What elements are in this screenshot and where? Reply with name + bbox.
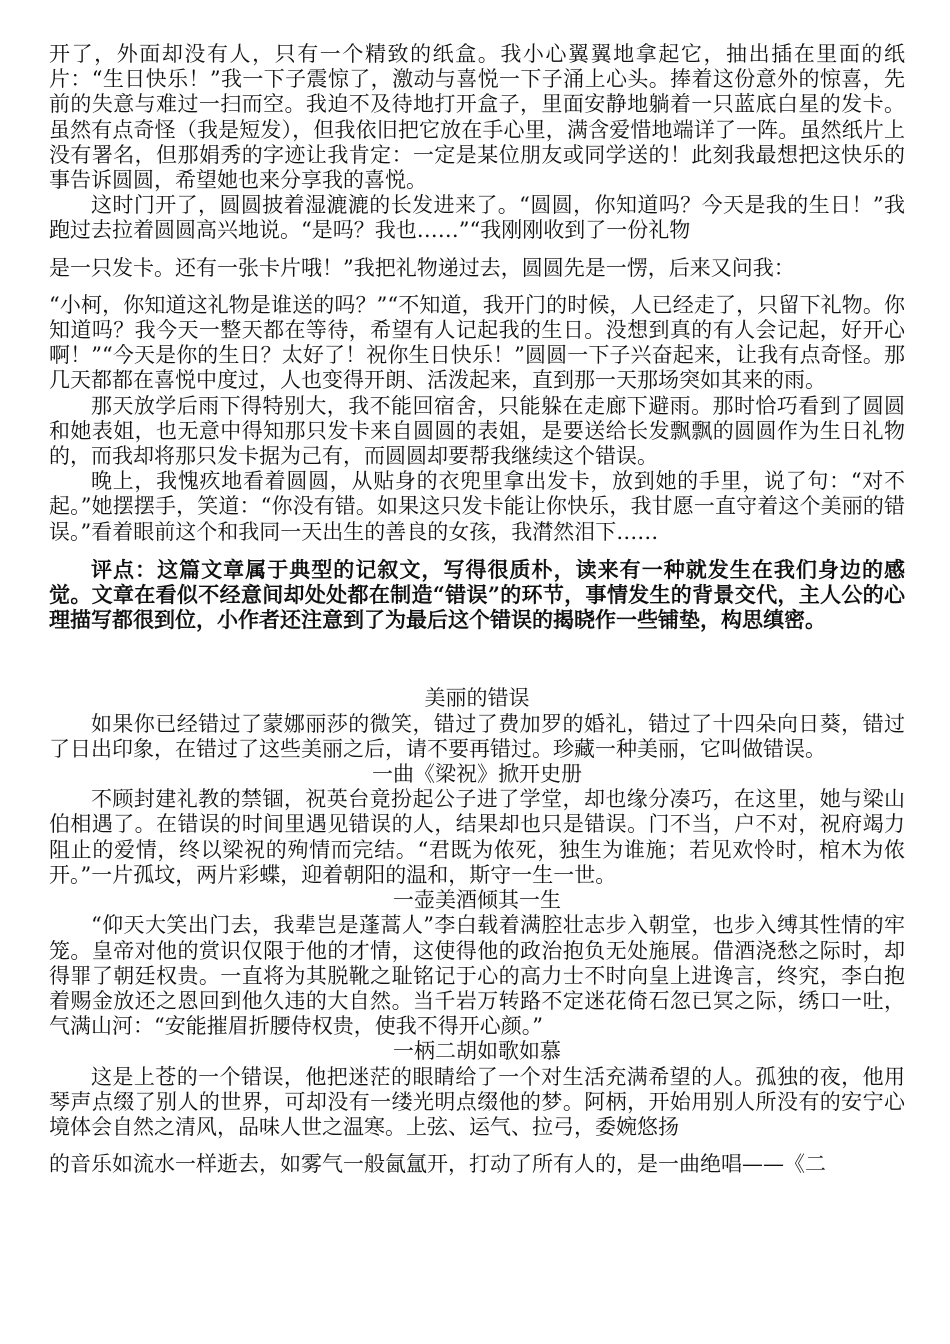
essay-block [49,686,905,1177]
section-3-tail: 的音乐如流水一样逝去，如雾气一般氤氲开，打动了所有人的，是一曲绝唱——《二 [49,1152,826,1177]
story-paragraph-3: 那天放学后雨下得特别大，我不能回宿舍，只能躲在走廊下避雨。那时恰巧看到了圆圆和她表姐，也无意中得知那只发卡来自圆圆的表姐，是要送给长发飘飘的圆圆作为生日礼物的，而我却将那只发卡据为己有，而圆圆却要帮我继续这个错误。 [49,393,905,469]
story-paragraph-2c: “小柯，你知道这礼物是谁送的吗？”“不知道，我开门的时候，人已经走了，只留下礼物。你知道吗？我今天一整天都在等待，希望有人记起我的生日。没想到真的有人会记起，好开心啊！”“今天是你的生日？太好了！祝你生日快乐！”圆圆一下子兴奋起来，让我有点奇怪。那几天都都在喜悦中度过，人也变得开朗、活泼起来，直到那一天那场突如其来的雨。 [49,292,905,393]
section-3-text: 这是上苍的一个错误，他把迷茫的眼睛给了一个对生活充满希望的人。孤独的夜，他用琴声点缀了别人的世界，可却没有一缕光明点缀他的梦。阿柄，开始用别人所没有的安宁心境体会自然之清风，品味人世之温寒。上弦、运气、拉弓，委婉悠扬 [49,1064,905,1139]
section-2-title: 一壶美酒倾其一生 [393,888,561,913]
section-1-text: 不顾封建礼教的禁锢，祝英台竟扮起公子进了学堂，却也缘分凑巧，在这里，她与梁山伯相遇了。在错误的时间里遇见错误的人，结果却也只是错误。门不当，户不对，祝府竭力阻止的爱情，终以梁祝的殉情而完结。“君既为侬死，独生为谁施；若见欢怜时，棺木为侬开。”一片孤坟，两片彩蝶，迎着朝阳的温和，斯守一生一世。 [49,787,905,887]
section-3-title: 一柄二胡如歌如慕 [393,1039,561,1064]
story-paragraph-4: 晚上，我愧疚地看着圆圆，从贴身的衣兜里拿出发卡，放到她的手里，说了句：“对不起。”她摆摆手，笑道：“你没有错。如果这只发卡能让你快乐，我甘愿一直守着这个美丽的错误。”看着眼前这个和我同一天出生的善良的女孩，我潸然泪下…… [49,469,905,544]
essay-intro: 如果你已经错过了蒙娜丽莎的微笑，错过了费加罗的婚礼，错过了十四朵向日葵，错过了日出印象，在错过了这些美丽之后，请不要再错过。珍藏一种美丽，它叫做错误。 [49,711,905,761]
document-page [49,42,905,1177]
teacher-comment: 评点：这篇文章属于典型的记叙文，写得很质朴，读来有一种就发生在我们身边的感觉。文章在看似不经意间却处处都在制造“错误”的环节，事情发生的背景交代，主人公的心理描写都很到位，小作者还注意到了为最后这个错误的揭晓作一些铺垫，构思缜密。 [49,556,905,633]
section-1-title: 一曲《梁祝》掀开史册 [372,762,582,787]
story-paragraph-2b: 是一只发卡。还有一张卡片哦！”我把礼物递过去，圆圆先是一愣，后来又问我： [49,255,795,280]
section-2-text: “仰天大笑出门去，我辈岂是蓬蒿人”李白载着满腔壮志步入朝堂，也步入缚其性情的牢笼。皇帝对他的赏识仅限于他的才情，这使得他的政治抱负无处施展。借酒浇愁之际时，却得罪了朝廷权贵。一直将为其脱靴之耻铭记于心的高力士不时向皇上进谗言，终究，李白抱着赐金放还之恩回到他久违的大自然。当千岩万转路不定迷花倚石忽已冥之际，绣口一吐，气满山河：“安能摧眉折腰侍权贵，使我不得开心颜。” [49,913,905,1039]
story-paragraph-2a: 这时门开了，圆圆披着湿漉漉的长发进来了。“圆圆，你知道吗？今天是我的生日！”我跑过去拉着圆圆高兴地说。“是吗？我也……”“我刚刚收到了一份礼物 [49,193,905,243]
essay-title: 美丽的错误 [424,686,530,711]
story-paragraph-1: 开了，外面却没有人，只有一个精致的纸盒。我小心翼翼地拿起它，抽出插在里面的纸片：“生日快乐！”我一下子震惊了，激动与喜悦一下子涌上心头。捧着这份意外的惊喜，先前的失意与难过一扫而空。我迫不及待地打开盒子，里面安静地躺着一只蓝底白星的发卡。虽然有点奇怪（我是短发），但我依旧把它放在手心里，满含爱惜地端详了一阵。虽然纸片上没有署名，但那娟秀的字迹让我肯定：一定是某位朋友或同学送的！此刻我最想把这快乐的事告诉圆圆，希望她也来分享我的喜悦。 [49,42,905,193]
